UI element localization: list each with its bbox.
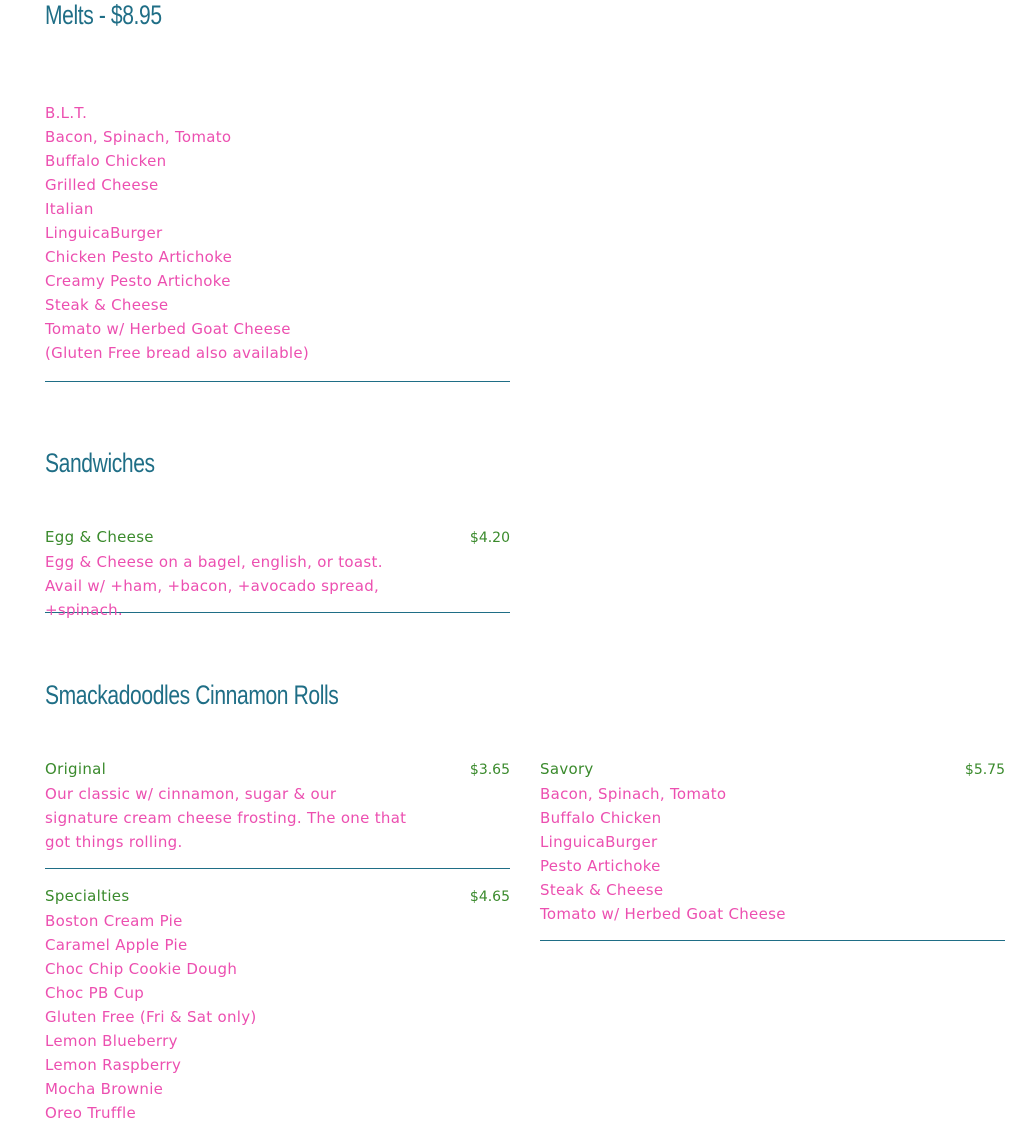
specialty-lemon-blueberry: Lemon Blueberry — [45, 1032, 178, 1050]
melt-gluten-free-note: (Gluten Free bread also available) — [45, 344, 310, 362]
savory-steak-cheese: Steak & Cheese — [540, 881, 664, 899]
melt-bacon-spinach-tomato: Bacon, Spinach, Tomato — [45, 128, 232, 146]
specialty-choc-chip-cookie-dough: Choc Chip Cookie Dough — [45, 960, 238, 978]
item-price: $5.75 — [964, 762, 1005, 778]
item-name: Original — [45, 760, 107, 778]
specialty-boston-cream-pie: Boston Cream Pie — [45, 912, 183, 930]
savory-linguicaburger: LinguicaBurger — [540, 833, 658, 851]
item-description: Egg & Cheese on a bagel, english, or toast. Avail w/ +ham, +bacon, +avocado spread, +spinach. — [45, 553, 383, 619]
melt-grilled-cheese: Grilled Cheese — [45, 176, 159, 194]
melt-italian: Italian — [45, 200, 94, 218]
item-name: Savory — [540, 760, 594, 778]
savory-bacon-spinach-tomato: Bacon, Spinach, Tomato — [540, 785, 727, 803]
cinnamon-rolls-right-column — [540, 757, 1005, 941]
cinnamon-rolls-left-column — [45, 757, 510, 1125]
melt-steak-cheese: Steak & Cheese — [45, 296, 169, 314]
item-price: $4.65 — [469, 889, 510, 905]
roll-item-savory — [540, 757, 1005, 941]
roll-item-specialties — [45, 869, 510, 1125]
specialty-choc-pb-cup: Choc PB Cup — [45, 984, 145, 1002]
item-description: Our classic w/ cinnamon, sugar & our signature cream cheese frosting. The one that got things rolling. — [45, 785, 407, 851]
melt-linguicaburger: LinguicaBurger — [45, 224, 163, 242]
item-price: $3.65 — [469, 762, 510, 778]
melt-chicken-pesto-artichoke: Chicken Pesto Artichoke — [45, 248, 233, 266]
savory-tomato-goat-cheese: Tomato w/ Herbed Goat Cheese — [540, 905, 786, 923]
item-price: $4.20 — [469, 530, 510, 546]
item-name: Specialties — [45, 887, 130, 905]
savory-pesto-artichoke: Pesto Artichoke — [540, 857, 661, 875]
cinnamon-rolls-title: Smackadoodles Cinnamon Rolls — [45, 680, 339, 710]
melt-buffalo-chicken: Buffalo Chicken — [45, 152, 167, 170]
melts-column — [45, 101, 510, 382]
specialty-oreo-truffle: Oreo Truffle — [45, 1104, 137, 1122]
melts-item — [45, 101, 510, 382]
sandwich-item-egg-cheese — [45, 525, 510, 619]
melt-blt: B.L.T. — [45, 104, 88, 122]
sandwiches-column — [45, 525, 510, 619]
specialty-gluten-free: Gluten Free (Fri & Sat only) — [45, 1008, 257, 1026]
roll-item-original — [45, 757, 510, 869]
specialty-lemon-raspberry: Lemon Raspberry — [45, 1056, 182, 1074]
savory-buffalo-chicken: Buffalo Chicken — [540, 809, 662, 827]
melt-tomato-goat-cheese: Tomato w/ Herbed Goat Cheese — [45, 320, 291, 338]
sandwiches-title: Sandwiches — [45, 448, 155, 478]
item-name: Egg & Cheese — [45, 528, 154, 546]
melt-creamy-pesto-artichoke: Creamy Pesto Artichoke — [45, 272, 231, 290]
specialty-caramel-apple-pie: Caramel Apple Pie — [45, 936, 188, 954]
melts-title: Melts - $8.95 — [45, 0, 162, 30]
specialty-mocha-brownie: Mocha Brownie — [45, 1080, 164, 1098]
